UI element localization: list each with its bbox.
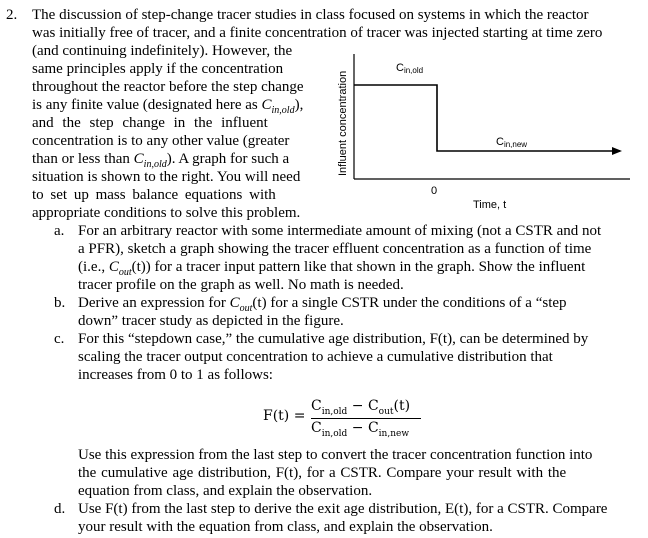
intro-line-5: throughout the reactor before the step change	[32, 79, 304, 95]
part-a-letter: a.	[54, 223, 65, 239]
part-d-line-1: Use F(t) from the last step to derive the exit age distribution, E(t), for a CSTR. Compare	[78, 501, 608, 517]
intro-line-8: concentration is to any other value (greater	[32, 133, 290, 149]
zero-label: 0	[431, 185, 438, 197]
part-a-line-3: (i.e., $C_{out}(t)$) for a tracer input pattern like that shown in the graph. Show the influent	[78, 259, 586, 278]
f-equation	[263, 394, 463, 444]
intro-line-11: to set up mass balance equations with	[32, 187, 276, 203]
influent-step-line	[354, 85, 620, 151]
part-c-after-3: equation from class, and explain the observation.	[78, 483, 373, 499]
part-c-line-3: increases from 0 to 1 as follows:	[78, 367, 273, 383]
fraction-bar	[311, 418, 421, 419]
part-c-letter: c.	[54, 331, 65, 347]
problem-number: 2.	[6, 7, 18, 23]
part-c-line-2: scaling the tracer output concentration to achieve a cumulative distribution that	[78, 349, 553, 365]
label-cin-new: Cin,new	[496, 136, 528, 149]
intro-line-12: appropriate conditions to solve this problem.	[32, 205, 301, 221]
part-d-line-2: your result with the equation from class, and explain the observation.	[78, 519, 493, 535]
part-b-line-1: Derive an expression for $C_{out}(t)$ for a single CSTR under the conditions of a “step	[78, 295, 567, 314]
intro-line-4: same principles apply if the concentration	[32, 61, 284, 77]
equation-denominator: $C_{in,old} - C_{in,new}$	[311, 420, 410, 439]
intro-line-3: (and continuing indefinitely). However, the	[32, 43, 293, 59]
intro-line-2: was initially free of tracer, and a finite concentration of tracer was injected starting at time zero	[32, 25, 603, 41]
equation-numerator: $C_{in,old} - C_{out}(t)$	[311, 398, 411, 417]
intro-line-10: situation is shown to the right. You will need	[32, 169, 301, 185]
part-a-line-1: For an arbitrary reactor with some intermediate amount of mixing (not a CSTR and not	[78, 223, 602, 239]
part-d-letter: d.	[54, 501, 66, 517]
intro-line-9: than or less than $C_{in,old}$). A graph for such a	[32, 151, 290, 170]
part-a-line-2: a PFR), sketch a graph showing the tracer effluent concentration as a function of time	[78, 241, 592, 257]
part-c-after-1: Use this expression from the last step to convert the tracer concentration function into	[78, 447, 593, 463]
step-change-graph	[334, 52, 634, 212]
part-c-line-1: For this “stepdown case,” the cumulative age distribution, F(t), can be determined by	[78, 331, 589, 347]
part-a-line-4: tracer profile on the graph as well. No math is needed.	[78, 277, 404, 293]
x-axis-label: Time, t	[473, 199, 507, 211]
equation-lhs: F(t) =	[263, 408, 306, 424]
intro-line-1: The discussion of step-change tracer studies in class focused on systems in which the reactor	[32, 7, 589, 23]
intro-line-6: is any finite value (designated here as $C_{in,old}$),	[32, 97, 304, 116]
part-c-after-2: the cumulative age distribution, F(t), for a CSTR. Compare your result with the	[78, 465, 567, 481]
part-b-line-2: down” tracer study as depicted in the figure.	[78, 313, 344, 329]
part-b-letter: b.	[54, 295, 66, 311]
label-cin-old: Cin,old	[396, 62, 424, 75]
y-axis-label: Influent concentration	[337, 70, 349, 176]
intro-line-7: and the step change in the influent	[32, 115, 268, 131]
